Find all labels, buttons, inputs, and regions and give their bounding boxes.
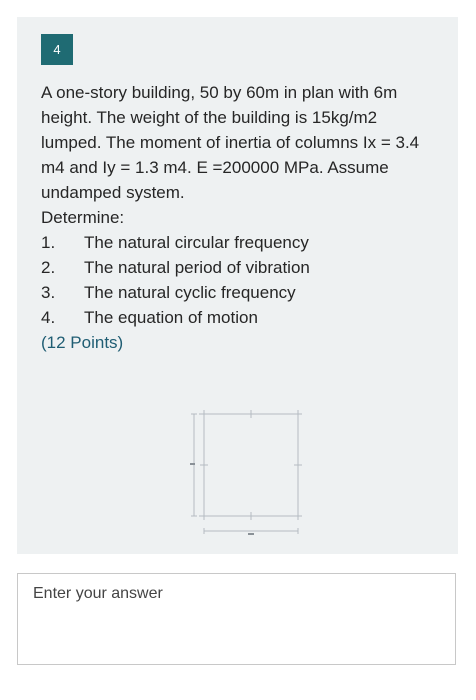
question-points: (12 Points) — [41, 333, 124, 352]
list-item — [41, 305, 436, 330]
building-plan-figure — [172, 390, 302, 540]
question-body — [41, 80, 436, 355]
question-items-list — [41, 230, 436, 330]
list-item — [41, 230, 436, 255]
list-item-number: 2. — [41, 258, 56, 277]
list-item — [41, 280, 436, 305]
list-item-text: The natural period of vibration — [84, 258, 310, 277]
list-item-number: 3. — [41, 283, 56, 302]
list-item — [41, 255, 436, 280]
list-item-number: 4. — [41, 308, 56, 327]
list-item-text: The natural cyclic frequency — [84, 283, 296, 302]
list-item-text: The natural circular frequency — [84, 233, 309, 252]
answer-input[interactable] — [17, 573, 456, 665]
question-prompt: Determine: — [41, 208, 125, 227]
list-item-text: The equation of motion — [84, 308, 258, 327]
question-card — [17, 17, 458, 554]
question-number-badge: 4 — [41, 34, 73, 65]
list-item-number: 1. — [41, 233, 56, 252]
question-text: A one-story building, 50 by 60m in plan with 6m height. The weight of the building is 15kg/m2 lumped. The moment of inertia of columns Ix = 3.4 m4 and Iy = 1.3 m4. E =200000 MPa. Assume undamped system. — [41, 83, 420, 202]
plan-outline — [204, 414, 298, 516]
